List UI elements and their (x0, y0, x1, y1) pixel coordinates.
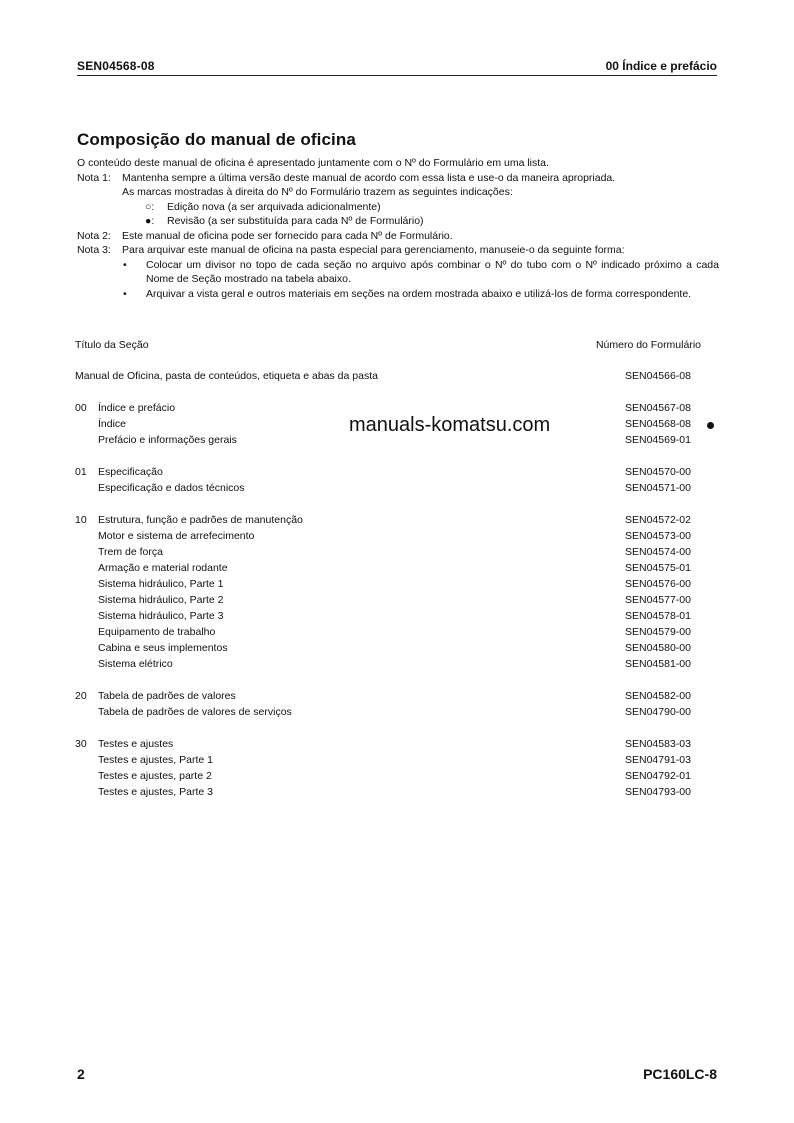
toc-row (75, 466, 725, 482)
toc-section-name: Testes e ajustes, parte 2 (98, 770, 212, 782)
toc-section-name: Estrutura, função e padrões de manutenção (98, 514, 303, 526)
toc-section-name: Equipamento de trabalho (98, 626, 216, 638)
toc-form-number: SEN04793-00 (625, 786, 691, 798)
toc-form-number: SEN04575-01 (625, 562, 691, 574)
toc-section-name: Especificação e dados técnicos (98, 482, 245, 494)
toc-section-name: Cabina e seus implementos (98, 642, 228, 654)
toc-row (75, 754, 725, 770)
toc-section-name: Sistema hidráulico, Parte 2 (98, 594, 224, 606)
nota-1-sub: As marcas mostradas à direita do Nº do Formulário trazem as seguintes indicações: (122, 186, 513, 198)
toc-section-name: Tabela de padrões de valores (98, 690, 236, 702)
toc-spacer (75, 450, 725, 466)
toc-form-number: SEN04570-00 (625, 466, 691, 478)
nota-1 (77, 171, 719, 186)
intro-line (77, 156, 719, 171)
page-number: 2 (77, 1066, 85, 1082)
toc-section-number: 00 (75, 402, 87, 414)
toc-section-name: Motor e sistema de arrefecimento (98, 530, 255, 542)
mark-revision-text: Revisão (a ser substituída para cada Nº de Formulário) (167, 215, 424, 227)
nota-3 (77, 243, 719, 258)
toc-form-number: SEN04791-03 (625, 754, 691, 766)
nota-1-label: Nota 1: (77, 171, 111, 184)
toc-form-number: SEN04576-00 (625, 578, 691, 590)
toc-form-number: SEN04581-00 (625, 658, 691, 670)
toc-section-number: 01 (75, 466, 87, 478)
watermark: manuals-komatsu.com (349, 414, 551, 436)
intro-text: O conteúdo deste manual de oficina é apresentado juntamente com o Nº do Formulário em uma lista. (77, 157, 549, 169)
filled-circle-symbol: ●: (145, 215, 155, 227)
toc-row (75, 482, 725, 498)
toc-row (75, 626, 725, 642)
toc-section-number: 30 (75, 738, 87, 750)
toc-section-name: Prefácio e informações gerais (98, 434, 237, 446)
nota-2-text: Este manual de oficina pode ser fornecido para cada Nº de Formulário. (122, 229, 453, 242)
revision-mark-icon (707, 422, 714, 429)
col-section-title: Título da Seção (75, 339, 149, 351)
toc-section-name: Testes e ajustes, Parte 3 (98, 786, 213, 798)
mark-new-edition (77, 200, 719, 215)
toc-section-name: Tabela de padrões de valores de serviços (98, 706, 292, 718)
toc-row (75, 642, 725, 658)
nota-2 (77, 229, 719, 244)
toc-section-name: Especificação (98, 466, 163, 478)
toc-manual-code: SEN04566-08 (625, 370, 691, 382)
toc-row (75, 690, 725, 706)
toc-spacer (75, 386, 725, 402)
toc-form-number: SEN04578-01 (625, 610, 691, 622)
nota-1-text: Mantenha sempre a última versão deste manual de acordo com essa lista e use-o da maneira apropriada. (122, 171, 616, 184)
footer-model: PC160LC-8 (643, 1066, 717, 1082)
toc-row (75, 514, 725, 530)
toc-form-number: SEN04580-00 (625, 642, 691, 654)
toc-spacer (75, 722, 725, 738)
toc-row (75, 546, 725, 562)
toc-section-name: Índice e prefácio (98, 402, 176, 414)
col-form-number: Número do Formulário (595, 339, 701, 351)
header-doc-code: SEN04568-08 (77, 59, 155, 73)
page-title: Composição do manual de oficina (77, 130, 356, 149)
toc-form-number: SEN04569-01 (625, 434, 691, 446)
toc-row (75, 562, 725, 578)
toc-section-name: Trem de força (98, 546, 163, 558)
toc-section-number: 20 (75, 690, 87, 702)
toc-section-name: Sistema hidráulico, Parte 1 (98, 578, 224, 590)
toc-section-name: Testes e ajustes, Parte 1 (98, 754, 213, 766)
toc-section-name: Índice (98, 418, 127, 430)
bullet-item (77, 258, 719, 287)
toc-form-number: SEN04579-00 (625, 626, 691, 638)
intro-block (77, 156, 719, 301)
toc-row-manual (75, 370, 725, 386)
header-rule (77, 75, 717, 76)
toc-row (75, 786, 725, 802)
toc-section-name: Sistema hidráulico, Parte 3 (98, 610, 224, 622)
toc-form-number: SEN04574-00 (625, 546, 691, 558)
toc-form-number: SEN04567-08 (625, 402, 691, 414)
toc-form-number: SEN04571-00 (625, 482, 691, 494)
toc-spacer (75, 674, 725, 690)
bullet-text-2: Arquivar a vista geral e outros materiais em seções na ordem mostrada abaixo e utilizá-los de forma correspondente. (146, 287, 692, 300)
nota-3-label: Nota 3: (77, 244, 111, 256)
bullet-icon: • (123, 287, 127, 300)
bullet-item (77, 287, 719, 302)
toc-form-number: SEN04790-00 (625, 706, 691, 718)
mark-new-edition-text: Edição nova (a ser arquivada adicionalmente) (167, 200, 381, 213)
toc-form-number: SEN04582-00 (625, 690, 691, 702)
bullet-icon: • (123, 258, 127, 271)
nota-2-label: Nota 2: (77, 229, 111, 242)
bullet-text-1: Colocar um divisor no topo de cada seção no arquivo após combinar o Nº do tubo com o Nº indicado próximo a cada Nome de Seção mostrado na tabela abaixo. (146, 258, 719, 285)
toc-form-number: SEN04577-00 (625, 594, 691, 606)
toc-row (75, 578, 725, 594)
toc-row (75, 770, 725, 786)
nota-3-text: Para arquivar este manual de oficina na pasta especial para gerenciamento, manuseie-o da seguinte forma: (122, 244, 625, 256)
toc-section-number: 10 (75, 514, 87, 526)
toc-row (75, 706, 725, 722)
toc-section-name: Armação e material rodante (98, 562, 228, 574)
toc-row (75, 594, 725, 610)
toc-manual-name: Manual de Oficina, pasta de conteúdos, etiqueta e abas da pasta (75, 370, 378, 382)
open-circle-symbol: ○: (145, 200, 155, 213)
toc-row (75, 610, 725, 626)
header-section: 00 Índice e prefácio (605, 59, 717, 73)
mark-revision (77, 214, 719, 229)
toc-spacer (75, 498, 725, 514)
toc-form-number: SEN04572-02 (625, 514, 691, 526)
toc-section-name: Sistema elétrico (98, 658, 173, 670)
toc-row (75, 658, 725, 674)
toc-section-name: Testes e ajustes (98, 738, 174, 750)
toc-form-number: SEN04583-03 (625, 738, 691, 750)
toc-row (75, 530, 725, 546)
toc-form-number: SEN04568-08 (625, 418, 691, 430)
toc-form-number: SEN04792-01 (625, 770, 691, 782)
toc-row (75, 738, 725, 754)
toc-form-number: SEN04573-00 (625, 530, 691, 542)
